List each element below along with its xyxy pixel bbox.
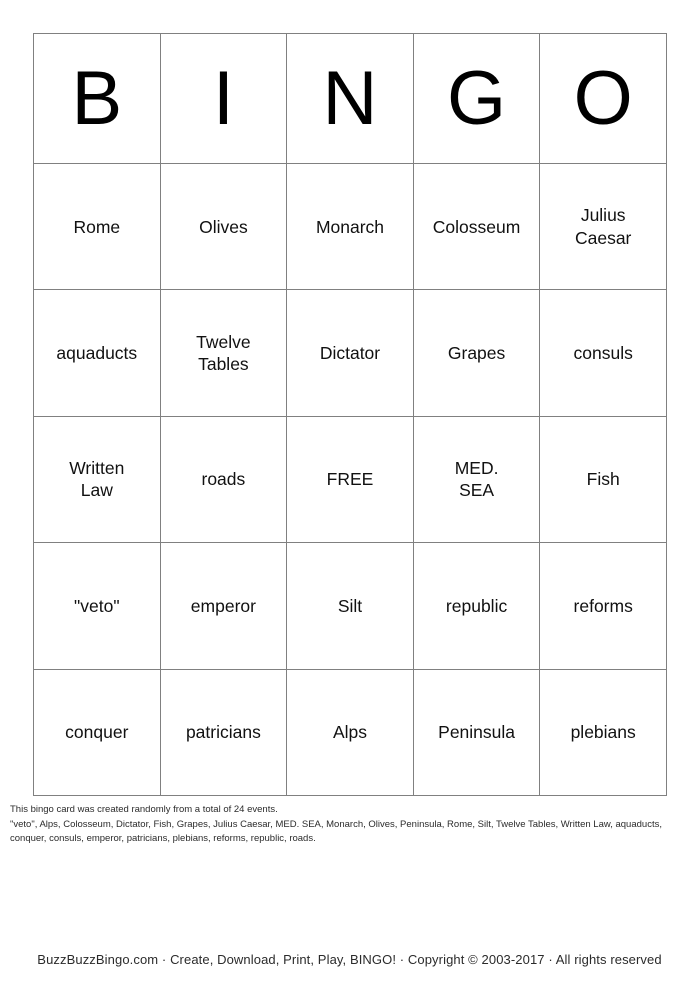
bingo-row — [34, 543, 667, 669]
bingo-cell[interactable] — [413, 543, 540, 669]
bingo-cell[interactable] — [540, 669, 667, 795]
bingo-cell-line: Dictator — [319, 342, 381, 363]
bingo-cell[interactable] — [160, 416, 287, 542]
bingo-cell-line: SEA — [459, 480, 495, 501]
card-notes-line-2: "veto", Alps, Colosseum, Dictator, Fish, Grapes, Julius Caesar, MED. SEA, Monarch, Olives, Peninsula, Rome, Silt, Twelve Tables, Written Law, aquaducts, — [10, 818, 662, 830]
bingo-cell[interactable] — [413, 164, 540, 290]
bingo-cell-line: Colosseum — [432, 216, 521, 237]
bingo-header-letter-o: O — [540, 34, 667, 164]
bingo-cell-line: Twelve — [196, 331, 251, 352]
bingo-cell[interactable] — [413, 416, 540, 542]
bingo-cell-line: Silt — [337, 595, 363, 616]
bingo-header-row — [34, 34, 667, 164]
bingo-header-letter-b: B — [34, 34, 161, 164]
bingo-header-letter-g: G — [413, 34, 540, 164]
bingo-header-letter-i: I — [160, 34, 287, 164]
card-notes — [10, 803, 690, 847]
bingo-cell-line: Monarch — [315, 216, 385, 237]
bingo-cell[interactable] — [160, 164, 287, 290]
bingo-cell[interactable] — [540, 164, 667, 290]
bingo-cell-line: Fish — [586, 469, 620, 490]
bingo-cell-line: reforms — [573, 595, 633, 616]
bingo-cell-free[interactable] — [287, 416, 414, 542]
bingo-cell-line: Julius — [580, 205, 626, 226]
bingo-row — [34, 669, 667, 795]
card-notes-line-3: conquer, consuls, emperor, patricians, plebians, reforms, republic, roads. — [10, 833, 316, 845]
bingo-cell-line: "veto" — [74, 595, 120, 616]
bingo-header-letter-n: N — [287, 34, 414, 164]
bingo-cell-line: MED. — [454, 458, 499, 479]
bingo-row — [34, 164, 667, 290]
bingo-cell-line: Alps — [332, 722, 367, 743]
bingo-cell[interactable] — [413, 290, 540, 416]
bingo-cell[interactable] — [287, 290, 414, 416]
page-footer: BuzzBuzzBingo.com · Create, Download, Print, Play, BINGO! · Copyright © 2003-2017 · All rights reserved — [37, 952, 662, 967]
card-notes-line-1: This bingo card was created randomly from a total of 24 events. — [10, 804, 278, 815]
bingo-cell[interactable] — [413, 669, 540, 795]
bingo-cell[interactable] — [160, 669, 287, 795]
bingo-cell[interactable] — [160, 543, 287, 669]
bingo-cell[interactable] — [34, 669, 161, 795]
bingo-cell-line: plebians — [570, 722, 636, 743]
bingo-card — [33, 33, 667, 796]
bingo-cell[interactable] — [287, 543, 414, 669]
bingo-cell[interactable] — [34, 543, 161, 669]
bingo-grid — [33, 33, 667, 796]
bingo-cell-line: emperor — [190, 595, 256, 616]
bingo-cell-line: conquer — [65, 722, 129, 743]
bingo-cell[interactable] — [540, 290, 667, 416]
bingo-cell-line: Olives — [199, 216, 248, 237]
bingo-cell[interactable] — [160, 290, 287, 416]
bingo-cell-line: Grapes — [447, 342, 506, 363]
bingo-row — [34, 416, 667, 542]
bingo-cell-line: patricians — [185, 722, 261, 743]
bingo-cell-line: Peninsula — [438, 722, 516, 743]
bingo-cell-line: Rome — [73, 216, 121, 237]
bingo-cell-line: Law — [80, 480, 113, 501]
bingo-cell-line: aquaducts — [56, 342, 138, 363]
bingo-cell-line: roads — [201, 469, 246, 490]
bingo-cell-line: Written — [69, 458, 125, 479]
bingo-cell[interactable] — [287, 164, 414, 290]
bingo-cell-line: Tables — [198, 354, 249, 375]
bingo-cell-line: Caesar — [574, 227, 632, 248]
bingo-cell[interactable] — [34, 164, 161, 290]
bingo-cell[interactable] — [34, 290, 161, 416]
bingo-cell-line: republic — [445, 595, 508, 616]
bingo-row — [34, 290, 667, 416]
bingo-cell[interactable] — [540, 543, 667, 669]
bingo-cell[interactable] — [287, 669, 414, 795]
bingo-cell-line: FREE — [326, 469, 374, 490]
bingo-cell[interactable] — [34, 416, 161, 542]
bingo-cell[interactable] — [540, 416, 667, 542]
bingo-cell-line: consuls — [573, 342, 633, 363]
